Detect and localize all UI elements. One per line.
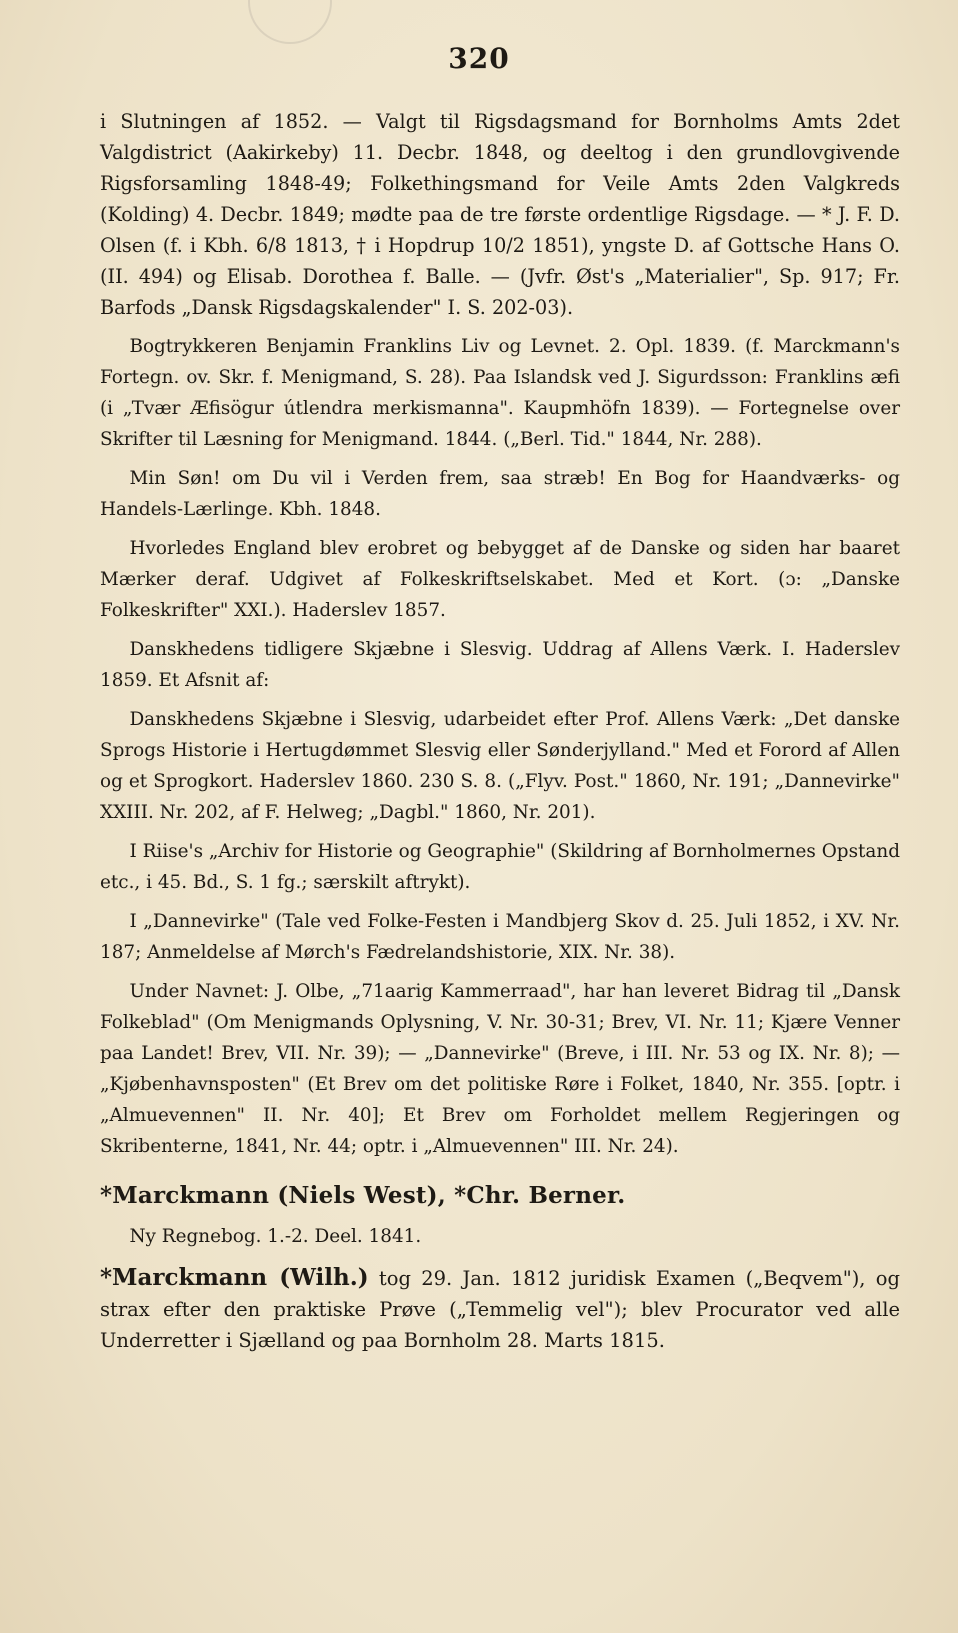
page-content	[100, 106, 900, 1364]
page-corner-mark	[248, 0, 332, 44]
entry-subline: Ny Regnebog. 1.-2. Deel. 1841.	[129, 1226, 422, 1247]
entry-heading-niels-west: *Marckmann (Niels West), *Chr. Berner.	[100, 1182, 626, 1209]
paragraph-6: Danskhedens Skjæbne i Slesvig, udarbeidet efter Prof. Allens Værk: „Det danske Sprogs Historie i Hertugdømmet Slesvig eller Sønderjylland." Med et Forord af Allen og et Sprogkort. Haderslev 1860. 230 S. 8. („Flyv. Post." 1860, Nr. 191; „Dannevirke" XXIII. Nr. 202, af F. Helweg; „Dagbl." 1860, Nr. 201).	[100, 709, 900, 823]
entry-text-wilh: tog 29. Jan. 1812 juridisk Examen („Beqvem"), og strax efter den praktiske Prøve („Temmelig vel"); blev Procurator ved alle Underretter i Sjælland og paa Bornholm 28. Marts 1815.	[100, 1267, 900, 1352]
page-number: 320	[448, 42, 510, 75]
paragraph-9: Under Navnet: J. Olbe, „71aarig Kammerraad", har han leveret Bidrag til „Dansk Folkeblad" (Om Menigmands Oplysning, V. Nr. 30-31; Brev, VI. Nr. 11; Kjære Venner paa Landet! Brev, VII. Nr. 39); — „Dannevirke" (Breve, i III. Nr. 53 og IX. Nr. 8); — „Kjøbenhavnsposten" (Et Brev om det politiske Røre i Folket, 1840, Nr. 355. [optr. i „Almuevennen" II. Nr. 40]; Et Brev om Forholdet mellem Regjeringen og Skribenterne, 1841, Nr. 44; optr. i „Almuevennen" III. Nr. 24).	[100, 981, 900, 1157]
paragraph-8: I „Dannevirke" (Tale ved Folke-Festen i Mandbjerg Skov d. 25. Juli 1852, i XV. Nr. 187; Anmeldelse af Mørch's Fædrelandshistorie, XIX. Nr. 38).	[100, 911, 900, 963]
paragraph-3: Min Søn! om Du vil i Verden frem, saa stræb! En Bog for Haandværks- og Handels-Lærlinge. Kbh. 1848.	[100, 468, 900, 520]
paragraph-1: i Slutningen af 1852. — Valgt til Rigsdagsmand for Bornholms Amts 2det Valgdistrict (Aakirkeby) 11. Decbr. 1848, og deeltog i den grundlovgivende Rigsforsamling 1848-49; Folkethingsmand for Veile Amts 2den Valgkreds (Kolding) 4. Decbr. 1849; mødte paa de tre første ordentlige Rigsdage. — * J. F. D. Olsen (f. i Kbh. 6/8 1813, † i Hopdrup 10/2 1851), yngste D. af Gottsche Hans O. (II. 494) og Elisab. Dorothea f. Balle. — (Jvfr. Øst's „Materialier", Sp. 917; Fr. Barfods „Dansk Rigsdagskalender" I. S. 202-03).	[100, 110, 900, 319]
entry-wilh	[100, 1262, 900, 1356]
entry-heading-wilh: *Marckmann (Wilh.)	[100, 1264, 369, 1291]
paragraph-7: I Riise's „Archiv for Historie og Geographie" (Skildring af Bornholmernes Opstand etc., i 45. Bd., S. 1 fg.; særskilt aftrykt).	[100, 841, 900, 893]
paragraph-2: Bogtrykkeren Benjamin Franklins Liv og Levnet. 2. Opl. 1839. (f. Marckmann's Fortegn. ov. Skr. f. Menigmand, S. 28). Paa Islandsk ved J. Sigurdsson: Franklins æfi (i „Tvær Æfisögur útlendra merkismanna". Kaupmhöfn 1839). — Fortegnelse over Skrifter til Læsning for Menigmand. 1844. („Berl. Tid." 1844, Nr. 288).	[100, 336, 900, 450]
paragraph-5: Danskhedens tidligere Skjæbne i Slesvig. Uddrag af Allens Værk. I. Haderslev 1859. Et Afsnit af:	[100, 639, 900, 691]
paragraph-4: Hvorledes England blev erobret og bebygget af de Danske og siden har baaret Mærker deraf. Udgivet af Folkeskriftselskabet. Med et Kort. (ɔ: „Danske Folkeskrifter" XXI.). Haderslev 1857.	[100, 538, 900, 621]
